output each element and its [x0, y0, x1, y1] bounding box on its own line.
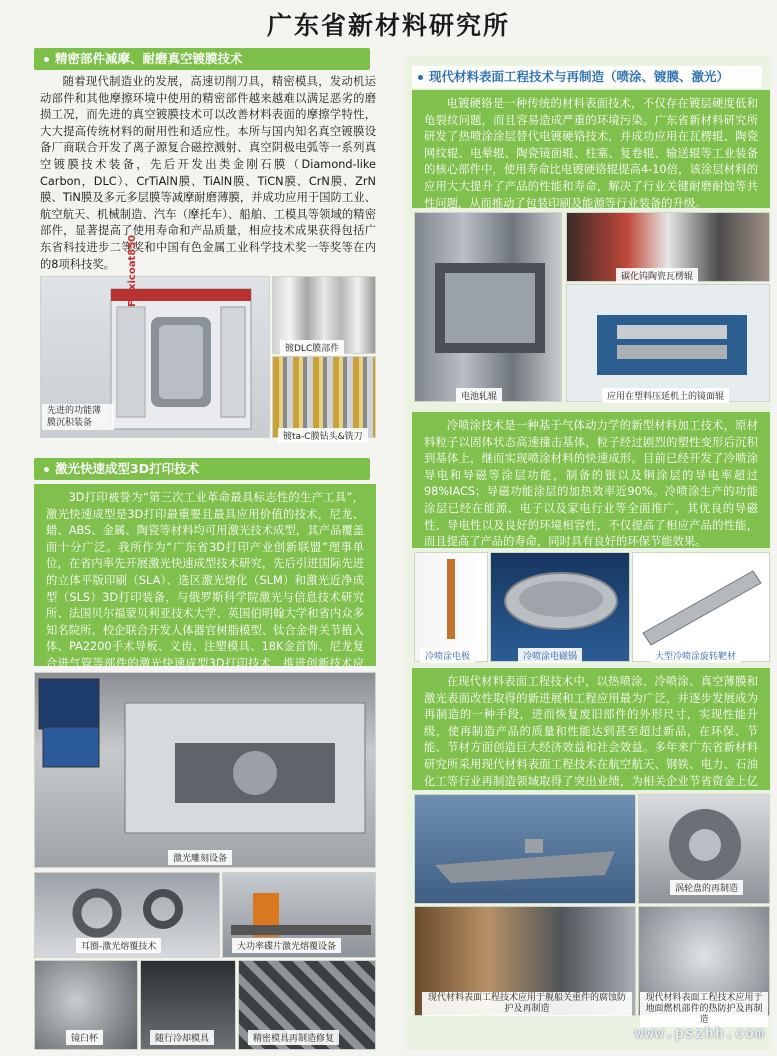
section-heading-3d-printing [34, 458, 370, 480]
machine-brand-label: Flexicoat850 [127, 234, 138, 307]
cold-spray-text: 冷喷涂技术是一种基于气体动力学的新型材料加工技术，原材料粒子以固体状态高速撞击基体，粒子经过剧烈的塑性变形后沉积到基体上，继而实现喷涂材料的快速成形。目前已经开发了冷喷涂导电和导磁等涂层功能，制备的银以及铜涂层的导电率超过98%IACS；导磁功能涂层的加热效率近90%。冷喷涂生产的功能涂层已经在能源、电子以及家电行业等全面推广，其优良的导磁性、导电性以及良好的环境相容性，不仅提高了相应产品的性能，而且提高了产品的寿命，同时具有良好的环保节能效果。 [424, 419, 758, 549]
page-title: 广东省新材料研究所 [266, 11, 510, 40]
sputter-target-illustration [633, 553, 771, 663]
section-heading-text: 激光快速成型3D打印技术 [55, 461, 200, 476]
drill-photo [272, 356, 376, 438]
3d-printing-text: 3D打印被誉为“第三次工业革命最具标志性的生产工具”，激光快速成型是3D打印最重要且最具应用价值的技术，尼龙、蜡、ABS、金属、陶瓷等材料均可用激光技术成型，其产品覆盖面十分广泛。我所作为“广东省3D打印产业创新联盟”理事单位，在省内率先开展激光快速成型技术研究，先后引进国际先进的立体平版印刷（SLA）、选区激光熔化（SLM）和激光近净成型（SLS）3D打印装备，与俄罗斯科学院激光与信息技术研究所、法国贝尔福蒙贝利亚技术大学、英国伯明翰大学和省内众多知名院所、校企联合开发人体器官树脂模型、钛合金骨关节植入体、PA2200手术导板、义齿、注塑模具、18K金首饰、尼龙复合进气管等部件的激光快速成型3D打印技术，推进创新技术应 [46, 491, 364, 670]
laser-engraving-photo [34, 672, 376, 868]
caption-electric-roll: 电池轧辊 [456, 388, 502, 403]
section-heading-vacuum-coating [34, 48, 370, 70]
hard-chrome-body [412, 90, 770, 208]
caption-turbine: 涡轮盘的再制造 [670, 880, 743, 895]
remanufacturing-text: 在现代材料表面工程技术中，以热喷涂、冷喷涂、真空薄膜和激光表面改性取得的新进展和工程应用最为广泛，并逐步发展成为再制造的一种手段，进而恢复废旧部件的外形尺寸，实现性能升级，使再制造产品的质量和性能达到甚至超过新品，在环保、节能、节材方面创造巨大经济效益和社会效益。多年来广东省新材料研究所采用现代材料表面工程技术在航空航天、钢铁、电力、石油化工等行业再制造领域取得了突出业绩，为相关企业节省资金上亿 [424, 675, 758, 788]
caption-ship: 现代材料表面工程技术应用于舰船关重件的腐蚀防护及再制造 [422, 992, 632, 1016]
caption-earring: 耳圈-激光熔覆技术 [76, 938, 161, 953]
cold-spray-electrode-photo [414, 552, 488, 662]
watermark: www.pszhh.com [634, 1024, 765, 1042]
laser-engraving-illustration [35, 673, 377, 869]
hard-chrome-text: 电镀硬铬是一种传统的材料表面技术，不仅存在镀层硬度低和龟裂纹问题，而且容易造成严重的环境污染。广东省新材料研究所研发了热喷涂涂层替代电镀硬铬技术，并成功应用在瓦楞辊、陶瓷网纹辊、电晕辊、陶瓷镜面辊、柱塞、复卷辊、输送辊等工业装备的核心部件中，使用寿命比电镀硬铬辊提高4-10倍，该涂层材料的应用大大提升了产品的性能和寿命，解决了行业关键耐磨耐蚀等共性问题，从而推动了包装印刷及能源等行业装备的升级。 [424, 97, 758, 210]
caption-laser-engraving: 激光雕刻设备 [168, 850, 232, 865]
cold-spray-electrode-illustration [415, 553, 489, 663]
caption-cold-spray-electrode: 冷喷涂电极 [420, 648, 475, 663]
electric-roll-illustration [415, 213, 563, 403]
caption-drill: 镀ta-C膜钻头&铣刀 [278, 428, 368, 443]
section-heading-text: 精密部件减摩、耐磨真空镀膜技术 [55, 51, 243, 66]
bullet-icon [418, 75, 423, 80]
caption-tungsten-roll: 碳化钨陶瓷瓦楞辊 [616, 268, 698, 283]
bullet-icon [44, 57, 49, 62]
vacuum-coating-text: 随着现代制造业的发展，高速切削刀具，精密模具，发动机运动部件和其他摩擦环境中使用的精密部件越来越难以满足恶劣的磨损工况，而先进的真空镀膜技术可以改善材料表面的摩擦学特性，大大提高传统材料的耐用性和适应性。本所与国内知名真空镀膜设备厂商联合开发了离子源复合磁控溅射、真空阴极电弧等一系列真空镀膜技术装备，先后开发出类金刚石膜（Diamond-like Carbon，DLC）、CrTiAlN膜、TiAlN膜、TiCN膜、CrN膜、ZrN膜、TiN膜及多元多层膜等减摩耐磨薄膜，并成功应用于国防工业、航空航天、机械制造、汽车（摩托车）、船舶、工模具等领域的精密部件，显著提高了使用寿命和产品质量，相应技术成果获得包括广东省科技进步二等奖和中国有色金属工业科学技术奖一等奖等在内的8项科技奖。 [40, 75, 376, 271]
caption-mirror-roll: 应用在塑料压延机上的镜面辊 [602, 388, 729, 403]
remanufacturing-body [412, 668, 770, 790]
cold-spray-pot-photo [490, 552, 630, 662]
cold-spray-body [412, 412, 770, 548]
caption-high-power: 大功率碟片激光熔覆设备 [232, 938, 341, 953]
mirror-roll-illustration [567, 285, 771, 403]
mirror-roll-photo [566, 284, 770, 402]
caption-cooling-mold: 随行冷却模具 [150, 1030, 214, 1045]
caption-mirror-cup: 镜臼杯 [66, 1030, 103, 1045]
caption-aero: 现代材料表面工程技术应用于地面燃机部件的热防护及再制造 [640, 992, 768, 1027]
ship-illustration [415, 795, 637, 905]
caption-dlc: 镀DLC膜部件 [280, 340, 344, 355]
caption-cold-spray-pot: 冷喷涂电磁锅 [518, 648, 582, 663]
caption-sputter-target: 大型冷喷涂旋转靶材 [650, 648, 741, 663]
vacuum-coating-body [40, 74, 376, 288]
caption-machine: 先进的功能薄膜沉积装备 [42, 404, 114, 430]
section-heading-text: 现代材料表面工程技术与再制造（喷涂、镀膜、激光） [429, 69, 730, 84]
sputter-target-photo [632, 552, 770, 662]
section-heading-surface-engineering [412, 66, 762, 88]
3d-printing-body [34, 484, 376, 670]
bullet-icon [44, 467, 49, 472]
ship-photo [414, 794, 636, 904]
electric-roll-photo [414, 212, 562, 402]
caption-mold-repair: 精密模具再制造修复 [248, 1030, 339, 1045]
cold-spray-pot-illustration [491, 553, 631, 663]
